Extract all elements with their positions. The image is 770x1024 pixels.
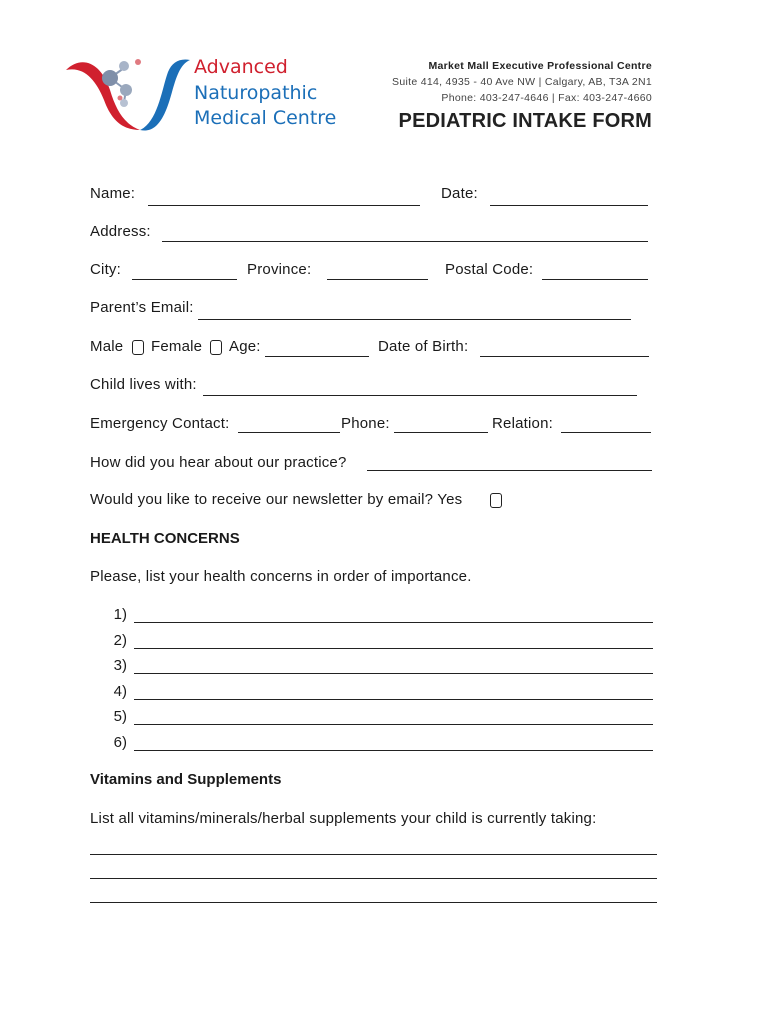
health-concern-number-5: 5)	[113, 708, 127, 725]
female-checkbox[interactable]	[210, 340, 222, 355]
province-label: Province:	[247, 261, 312, 278]
health-concern-number-3: 3)	[113, 657, 127, 674]
logo-molecule-icon	[102, 70, 118, 86]
city-label: City:	[90, 261, 121, 278]
child-lives-with-field[interactable]	[203, 395, 637, 396]
age-label: Age:	[229, 338, 261, 355]
dob-label: Date of Birth:	[378, 338, 469, 355]
postal-code-label: Postal Code:	[445, 261, 534, 278]
female-label: Female	[151, 338, 203, 355]
health-concern-number-6: 6)	[113, 734, 127, 751]
address-field[interactable]	[162, 241, 648, 242]
address-label: Address:	[90, 223, 151, 240]
emergency-phone-label: Phone:	[341, 415, 390, 432]
clinic-address: Suite 414, 4935 - 40 Ave NW | Calgary, AB, T3A 2N1	[392, 76, 652, 88]
health-concern-line-6[interactable]	[134, 750, 653, 751]
vitamins-line-1[interactable]	[90, 854, 657, 855]
newsletter-yes-checkbox[interactable]	[490, 493, 502, 508]
health-concern-line-5[interactable]	[134, 724, 653, 725]
hear-about-label: How did you hear about our practice?	[90, 454, 347, 471]
city-field[interactable]	[132, 279, 237, 280]
logo-v-mark-icon	[62, 50, 192, 140]
name-label: Name:	[90, 185, 136, 202]
health-concern-line-4[interactable]	[134, 699, 653, 700]
male-checkbox[interactable]	[132, 340, 144, 355]
male-label: Male	[90, 338, 124, 355]
logo-name-line-3: Medical Centre	[194, 107, 337, 129]
relation-label: Relation:	[492, 415, 554, 432]
emergency-contact-label: Emergency Contact:	[90, 415, 230, 432]
health-concern-number-4: 4)	[113, 683, 127, 700]
logo-name-line-2: Naturopathic	[194, 81, 318, 104]
province-field[interactable]	[327, 279, 428, 280]
logo-blue-swoosh	[140, 60, 190, 131]
emergency-phone-field[interactable]	[394, 432, 488, 433]
hear-about-field[interactable]	[367, 470, 652, 471]
newsletter-label: Would you like to receive our newsletter by email? Yes	[90, 491, 463, 508]
clinic-contact-block	[392, 58, 652, 106]
health-concern-number-2: 2)	[113, 632, 127, 649]
parent-email-field[interactable]	[198, 319, 631, 320]
health-concerns-instruction: Please, list your health concerns in order of importance.	[90, 568, 472, 585]
dob-field[interactable]	[480, 356, 649, 357]
clinic-name: Market Mall Executive Professional Centre	[428, 60, 652, 72]
postal-code-field[interactable]	[542, 279, 648, 280]
date-label: Date:	[441, 185, 478, 202]
emergency-contact-field[interactable]	[238, 432, 340, 433]
logo-name-line-1: Advanced	[194, 56, 288, 78]
logo-red-swoosh	[66, 62, 140, 130]
parent-email-label: Parent’s Email:	[90, 299, 194, 316]
age-field[interactable]	[265, 356, 369, 357]
clinic-logo	[62, 50, 342, 140]
child-lives-with-label: Child lives with:	[90, 376, 197, 393]
health-concern-line-3[interactable]	[134, 673, 653, 674]
health-concern-line-1[interactable]	[134, 622, 653, 623]
clinic-phone-fax: Phone: 403-247-4646 | Fax: 403-247-4660	[441, 92, 652, 104]
vitamins-heading: Vitamins and Supplements	[90, 771, 282, 788]
name-field[interactable]	[148, 205, 420, 206]
form-title: PEDIATRIC INTAKE FORM	[398, 110, 652, 132]
health-concerns-heading: HEALTH CONCERNS	[90, 530, 240, 547]
relation-field[interactable]	[561, 432, 651, 433]
vitamins-line-2[interactable]	[90, 878, 657, 879]
vitamins-instruction: List all vitamins/minerals/herbal supplements your child is currently taking:	[90, 810, 597, 827]
vitamins-line-3[interactable]	[90, 902, 657, 903]
health-concern-number-1: 1)	[113, 606, 127, 623]
date-field[interactable]	[490, 205, 648, 206]
health-concern-line-2[interactable]	[134, 648, 653, 649]
